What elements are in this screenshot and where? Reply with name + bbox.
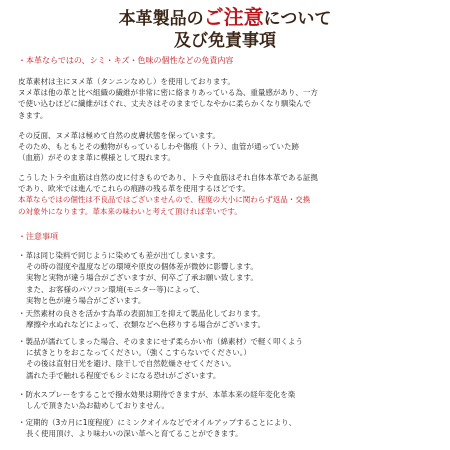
text-line: 実物と色が違う場合がございます。 bbox=[26, 295, 146, 305]
text-line: その反面、ヌメ革は極めて自然の皮膚状態を保っています。 bbox=[18, 131, 220, 140]
text-line: ・定期的（3カ月に1度程度）にミンクオイルなどでオイルアップすることにより、 bbox=[18, 418, 297, 427]
warning-line: 本革ならではの個性は不良品ではございませんので、程度の大小に関わらず返品・交換 bbox=[18, 195, 311, 205]
text-line: ・革は同じ染料で同じように染めても差が出てしまいます。 bbox=[18, 251, 220, 260]
text-line: 濡れた手で触れる程度でもシミになる恐れがございます。 bbox=[26, 370, 221, 380]
text-line: で使い込むほどに繊維がほぐれ、丈夫さはそのままでしなやかに柔らかくなり馴染んで bbox=[18, 99, 311, 109]
text-line: しんで頂きたい為お勧めしておりません。 bbox=[26, 401, 169, 411]
section1-heading: ・本革ならではの、シミ・キズ・色味の個性などの免責内容 bbox=[18, 56, 234, 65]
section1-para1 bbox=[18, 76, 442, 121]
title-pre: 本革製品の bbox=[118, 9, 204, 29]
text-line: また、お客様のパソコン環境(モニター等)によって、 bbox=[26, 284, 205, 294]
text-line: （血筋）がそのまま革に模様として現れます。 bbox=[18, 153, 175, 163]
title-line-1 bbox=[0, 6, 450, 30]
section2-heading: ・注意事項 bbox=[18, 232, 58, 241]
text-line: そのため、もともとその動物がもっているしわや傷痕（トラ）、血管が通っていた跡 bbox=[18, 142, 299, 152]
title-post: について bbox=[263, 9, 332, 29]
text-line: その時の湿度や温度などの環境や原皮の個体差が微妙に影響します。 bbox=[26, 262, 258, 272]
text-line: ・防水スプレーをすることで撥水効果は期待できますが、本革本来の経年変化を楽 bbox=[18, 390, 296, 399]
notice-item-3 bbox=[18, 336, 442, 381]
text-line: その後は直射日光を避け、陰干しで自然乾燥させてください。 bbox=[26, 359, 236, 369]
warning-line: の対象外になります。革本来の味わいと考えて頂ければ幸いです。 bbox=[18, 206, 242, 216]
notice-item-4 bbox=[18, 389, 442, 411]
section1-para3 bbox=[18, 172, 442, 217]
notice-item-1 bbox=[18, 250, 442, 306]
title-accent: ご注意 bbox=[203, 5, 264, 29]
text-line: こうしたトラや血筋は自然の皮に付きものであり、トラや血筋はそれ自体本革である証拠 bbox=[18, 173, 318, 182]
text-line: ・天然素材の良さを活かす為革の表面加工を抑えて製品化しております。 bbox=[18, 309, 265, 318]
page-title bbox=[0, 6, 450, 52]
title-line-2: 及び免責事項 bbox=[174, 31, 276, 51]
text-line: ヌメ革は他の革と比べ組織の繊維が非常に密に絡まりあっている為、重量感があり、一方 bbox=[18, 88, 318, 98]
section1-para2 bbox=[18, 130, 442, 164]
text-line: に拭きとりをおこなってください。（強くこすらないでください。） bbox=[26, 348, 251, 358]
text-line: ・製品が濡れてしまった場合、そのままにせず柔らかい布（綿素材）で軽く叩くよう bbox=[18, 337, 303, 346]
notice-item-5 bbox=[18, 417, 442, 439]
notice-item-2 bbox=[18, 308, 442, 330]
text-line: 皮革素材は主にヌメ革（タンニンなめし）を使用しております。 bbox=[18, 77, 235, 86]
text-line: 長く使用頂け、より味わいの深い革へと育てることができます。 bbox=[26, 429, 243, 439]
text-line: 摩擦や水ぬれなどによって、衣類などへ色移りする場合がございます。 bbox=[26, 320, 265, 330]
text-line: であり、欧米では進んでこれらの痕跡の残る革を使用するほどです。 bbox=[18, 184, 250, 194]
text-line: 実物と実物が違う場合がございますが、何卒ご了承お願い致します。 bbox=[26, 273, 258, 283]
text-line: きます。 bbox=[18, 110, 48, 120]
